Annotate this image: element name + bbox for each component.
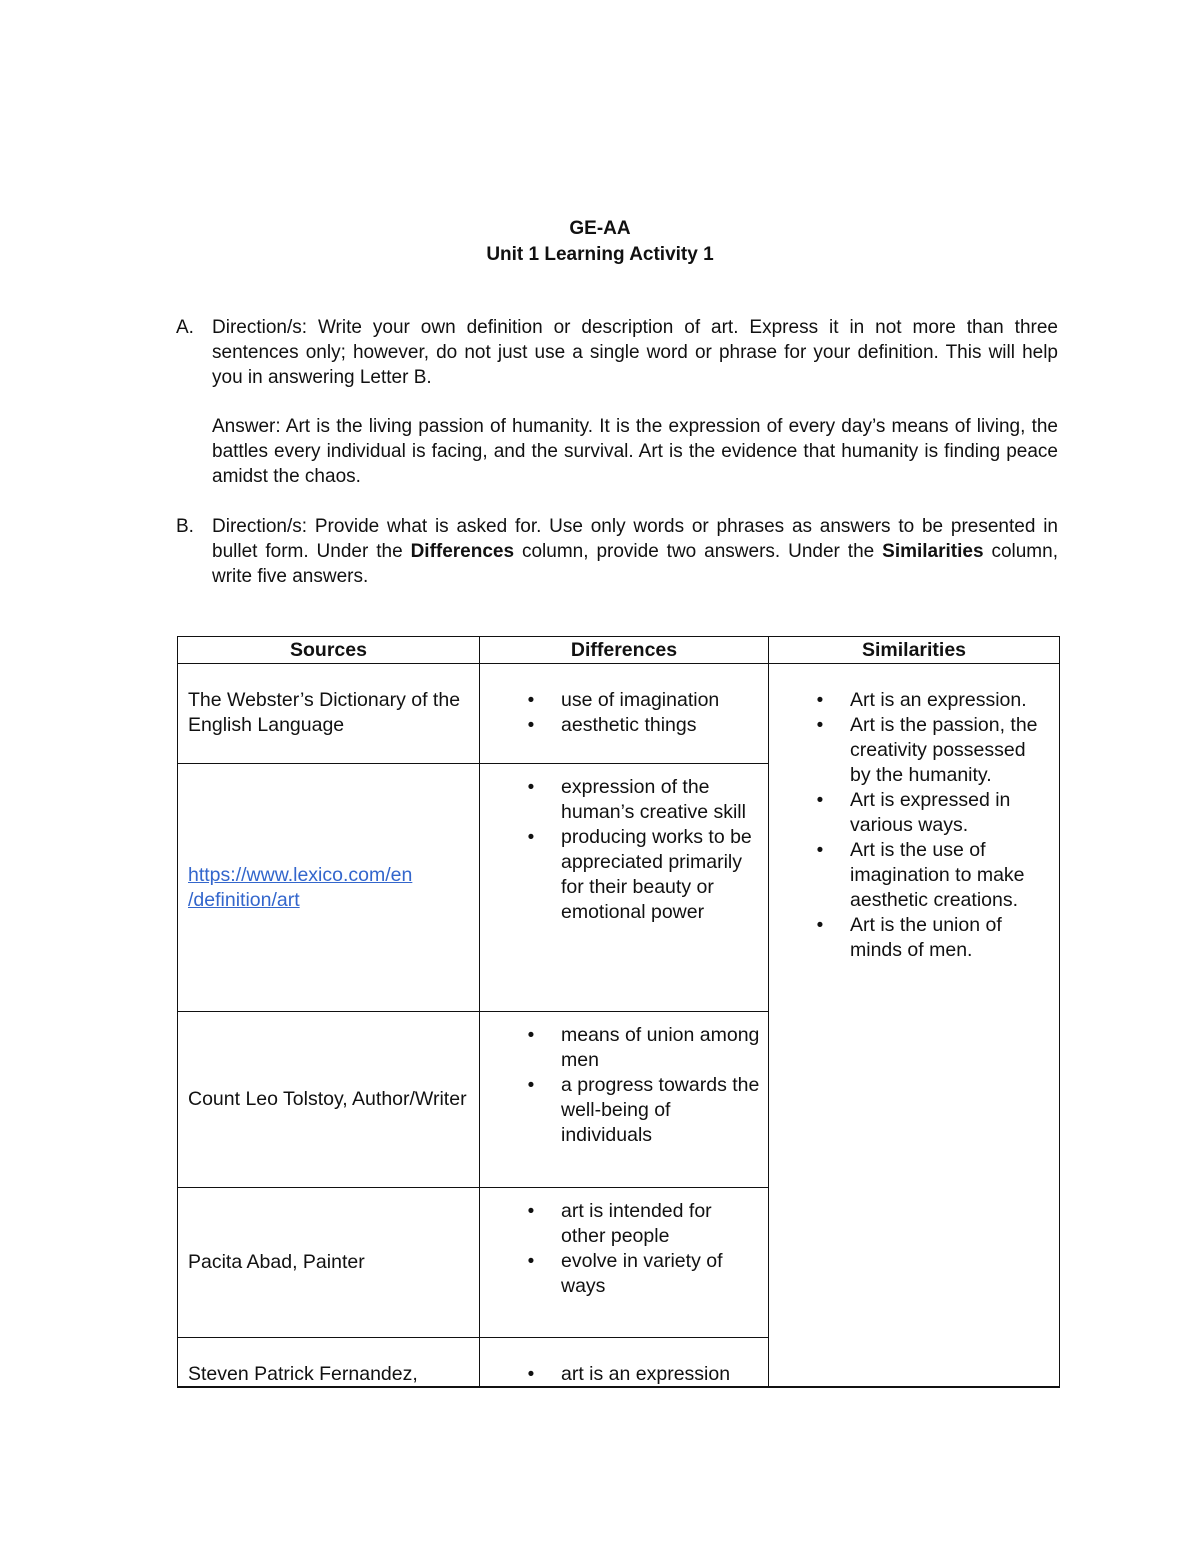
list-item: • Art is an expression. xyxy=(850,688,1051,713)
source-cell: Count Leo Tolstoy, Author/Writer xyxy=(178,1012,480,1188)
source-cell: Steven Patrick Fernandez, xyxy=(178,1338,480,1388)
header-differences: Differences xyxy=(480,637,769,664)
direction-text-2: column, provide two answers. Under the xyxy=(514,541,883,562)
section-b-direction xyxy=(212,514,1058,589)
lexico-link[interactable]: https://www.lexico.com/en /definition/art xyxy=(188,863,413,911)
source-cell xyxy=(178,764,480,1012)
differences-cell xyxy=(480,1338,769,1388)
differences-emphasis: Differences xyxy=(410,541,515,562)
bullet-icon: • xyxy=(816,840,824,861)
bullet-icon: • xyxy=(527,1201,535,1222)
course-code: GE-AA xyxy=(569,218,631,239)
list-item: • evolve in variety of ways xyxy=(561,1249,760,1299)
list-item: • aesthetic things xyxy=(561,713,760,738)
table-header-row xyxy=(178,637,1060,664)
list-item: • producing works to be appreciated primarily for their beauty or emotional power xyxy=(561,825,760,925)
header-sources: Sources xyxy=(178,637,480,664)
section-b-letter: B. xyxy=(176,516,194,537)
page-cut-line xyxy=(177,1386,1059,1387)
bullet-icon: • xyxy=(527,1251,535,1272)
list-item: • art is an expression xyxy=(561,1362,760,1387)
section-b xyxy=(176,514,1058,589)
source-cell: The Webster’s Dictionary of the English Language xyxy=(178,664,480,764)
bullet-icon: • xyxy=(816,915,824,936)
bullet-icon: • xyxy=(816,690,824,711)
bullet-icon: • xyxy=(527,1025,535,1046)
list-item: • Art is the passion, the creativity possessed by the humanity. xyxy=(850,713,1051,788)
bullet-icon: • xyxy=(527,777,535,798)
source-cell: Pacita Abad, Painter xyxy=(178,1188,480,1338)
similarities-emphasis: Similarities xyxy=(882,541,984,562)
section-a xyxy=(176,315,1058,489)
bullet-icon: • xyxy=(527,1364,535,1385)
list-item: • expression of the human’s creative skill xyxy=(561,775,760,825)
bullet-icon: • xyxy=(527,827,535,848)
differences-cell xyxy=(480,664,769,764)
list-item: • Art is expressed in various ways. xyxy=(850,788,1051,838)
direction-text-1: Direction/s: Provide what is asked for. Use only words or phrases as answers to be presented in bullet form. Under the xyxy=(212,516,1058,562)
section-a-answer: Answer: Art is the living passion of humanity. It is the expression of every day’s means of living, the battles every individual is facing, and the survival. Art is the evidence that humanity is finding peace amidst the chaos. xyxy=(212,416,1058,487)
list-item: • means of union among men xyxy=(561,1023,760,1073)
activity-title: Unit 1 Learning Activity 1 xyxy=(486,244,714,265)
bullet-icon: • xyxy=(527,690,535,711)
bullet-icon: • xyxy=(527,1075,535,1096)
list-item: • Art is the use of imagination to make aesthetic creations. xyxy=(850,838,1051,913)
bullet-icon: • xyxy=(527,715,535,736)
bullet-icon: • xyxy=(816,715,824,736)
list-item: • Art is the union of minds of men. xyxy=(850,913,1051,963)
header-similarities: Similarities xyxy=(769,637,1060,664)
bullet-icon: • xyxy=(816,790,824,811)
page-header xyxy=(0,216,1200,268)
table-row xyxy=(178,664,1060,764)
list-item: • a progress towards the well-being of individuals xyxy=(561,1073,760,1148)
list-item: • use of imagination xyxy=(561,688,760,713)
differences-cell xyxy=(480,1012,769,1188)
comparison-table xyxy=(177,636,1060,1388)
section-a-direction: Direction/s: Write your own definition or description of art. Express it in not more than three sentences only; however, do not just use a single word or phrase for your definition. This will help you in answering Letter B. xyxy=(212,317,1058,388)
differences-cell xyxy=(480,764,769,1012)
direction-text-3: column, write five answers. xyxy=(212,541,1058,587)
similarities-cell xyxy=(769,664,1060,1388)
differences-cell xyxy=(480,1188,769,1338)
list-item: • art is intended for other people xyxy=(561,1199,760,1249)
section-a-letter: A. xyxy=(176,317,194,338)
